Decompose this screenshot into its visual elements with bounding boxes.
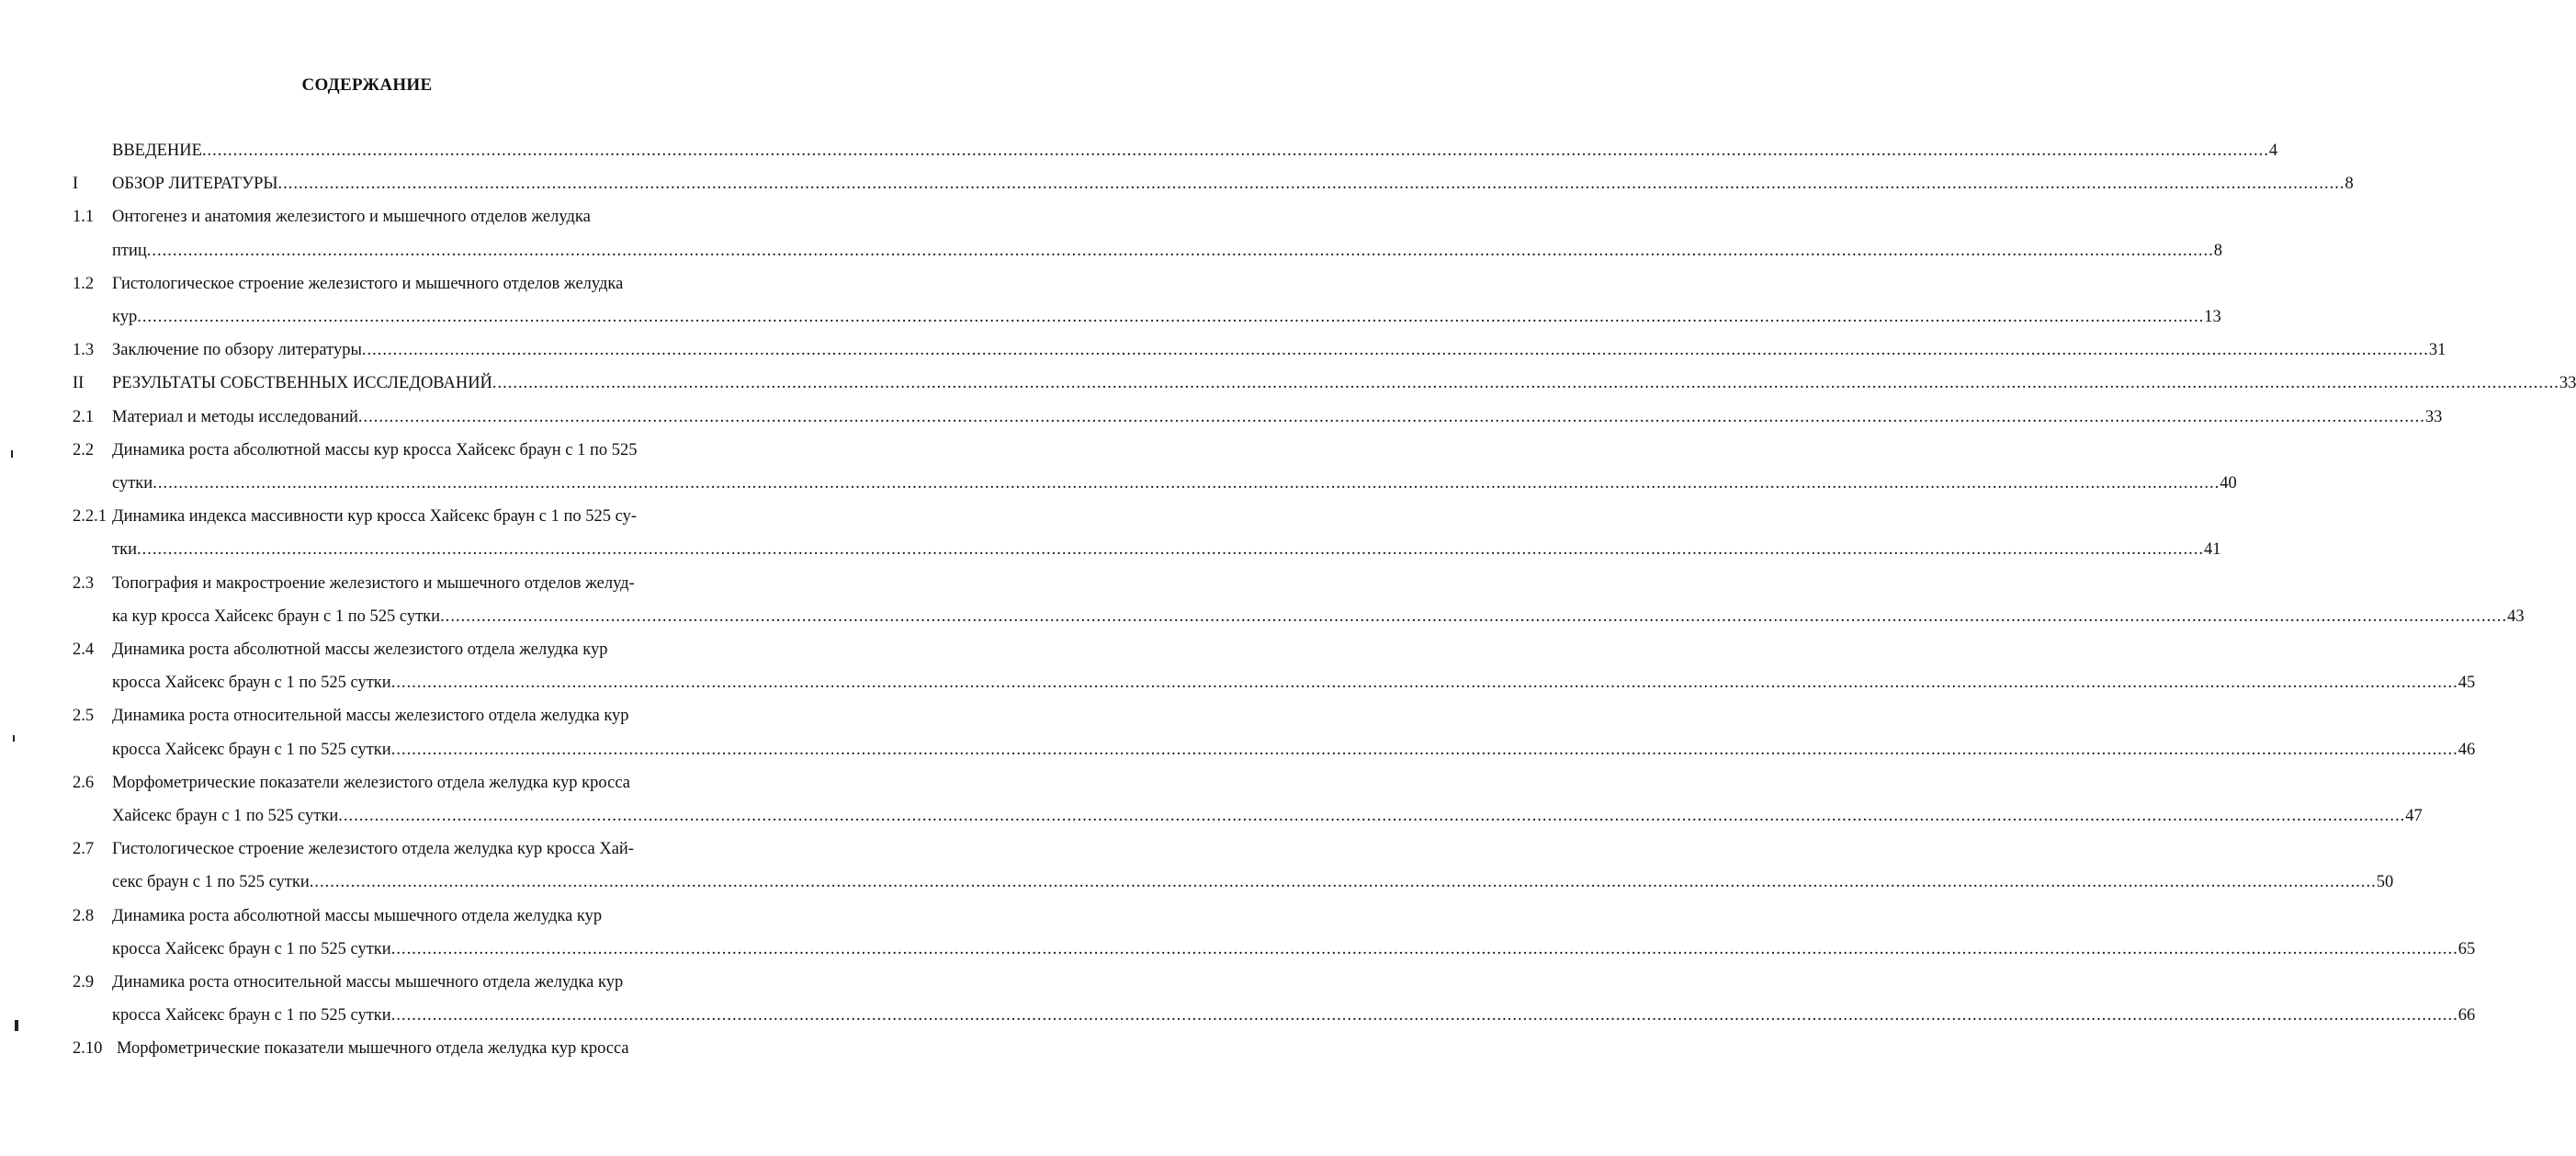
toc-page-number: 50 <box>2376 873 2394 891</box>
toc-entry-line <box>112 173 2354 195</box>
toc-page-number: 13 <box>2204 308 2221 326</box>
toc-entry-number: 2.1 <box>73 408 95 426</box>
dot-leader: ................................................................................................................................................................................................................................................................................................................................................................................................................ <box>390 940 2458 958</box>
toc-entry-number: 1.2 <box>73 275 95 293</box>
toc-entry-line <box>112 1004 2476 1026</box>
toc-entry-number: 1.3 <box>73 341 95 359</box>
toc-entry-line <box>112 938 2476 960</box>
toc-entry-number: I <box>73 175 79 193</box>
toc-entry-line <box>112 306 2221 328</box>
dot-leader: ................................................................................................................................................................................................................................................................................................................................................................................................................ <box>491 374 2559 392</box>
toc-entry-line <box>112 140 2278 162</box>
toc-entry-text: кросса Хайсекс браун с 1 по 525 сутки <box>112 674 391 692</box>
dot-leader: ................................................................................................................................................................................................................................................................................................................................................................................................................ <box>146 242 2214 260</box>
toc-entry-text: кур <box>112 308 138 326</box>
toc-entry-number: 2.2.1 <box>73 507 107 526</box>
dot-leader: ................................................................................................................................................................................................................................................................................................................................................................................................................ <box>390 674 2458 692</box>
toc-entry-number: II <box>73 374 85 392</box>
toc-entry-text: кросса Хайсекс браун с 1 по 525 сутки <box>112 741 391 759</box>
toc-entry-number: 1.1 <box>73 208 95 226</box>
toc-entry-line <box>112 739 2476 761</box>
toc-page-number: 8 <box>2213 242 2223 260</box>
toc-entry-text: Онтогенез и анатомия железистого и мышечного отделов желудка <box>112 208 591 226</box>
page-title: СОДЕРЖАНИЕ <box>301 75 433 95</box>
toc-page-number: 40 <box>2220 474 2237 493</box>
toc-entry-text: Динамика роста абсолютной массы железистого отдела желудка кур <box>112 640 608 659</box>
dot-leader: ................................................................................................................................................................................................................................................................................................................................................................................................................ <box>277 175 2345 193</box>
toc-entry-text: Морфометрические показатели железистого отдела желудка кур кросса <box>112 774 630 792</box>
toc-page-number: 45 <box>2457 674 2476 692</box>
toc-entry-line <box>112 606 2525 628</box>
toc-entry-text: Заключение по обзору литературы <box>112 341 362 359</box>
toc-entry-text: РЕЗУЛЬТАТЫ СОБСТВЕННЫХ ИССЛЕДОВАНИЙ <box>112 374 492 392</box>
dot-leader: ................................................................................................................................................................................................................................................................................................................................................................................................................ <box>361 341 2429 359</box>
toc-entry-text: Динамика роста абсолютной массы кур кросса Хайсекс браун с 1 по 525 <box>112 441 638 459</box>
toc-page-number: 4 <box>2268 142 2278 160</box>
toc-page-number: 41 <box>2203 540 2221 559</box>
dot-leader: ................................................................................................................................................................................................................................................................................................................................................................................................................ <box>357 408 2425 426</box>
toc-entry-text: кросса Хайсекс браун с 1 по 525 сутки <box>112 940 391 958</box>
toc-entry-text: птиц <box>112 242 147 260</box>
toc-entry-line <box>112 472 2237 494</box>
toc-entry-text: ка кур кросса Хайсекс браун с 1 по 525 сутки <box>112 607 441 626</box>
toc-entry-text: Динамика индекса массивности кур кросса Хайсекс браун с 1 по 525 су- <box>112 507 638 526</box>
toc-entry-number: 2.9 <box>73 973 95 992</box>
toc-entry-text: Материал и методы исследований <box>112 408 358 426</box>
toc-entry-number: 2.2 <box>73 441 95 459</box>
toc-entry-line <box>112 406 2443 428</box>
toc-page-number: 8 <box>2344 175 2354 193</box>
scan-mark <box>15 1020 18 1031</box>
toc-entry-line <box>112 672 2476 694</box>
dot-leader: ................................................................................................................................................................................................................................................................................................................................................................................................................ <box>390 1006 2458 1025</box>
toc-entry-line <box>112 372 2576 394</box>
toc-entry-text: Динамика роста абсолютной массы мышечного отдела желудка кур <box>112 907 603 925</box>
toc-entry-text: сутки <box>112 474 153 493</box>
toc-page-number: 33 <box>2559 374 2576 392</box>
dot-leader: ................................................................................................................................................................................................................................................................................................................................................................................................................ <box>390 741 2458 759</box>
toc-page-number: 46 <box>2457 741 2476 759</box>
toc-entry-number: 2.6 <box>73 774 95 792</box>
scan-mark <box>13 735 15 742</box>
toc-entry-text: Хайсекс браун с 1 по 525 сутки <box>112 807 339 825</box>
toc-entry-line <box>112 240 2223 262</box>
toc-entry-text: ВВЕДЕНИЕ <box>112 142 202 160</box>
toc-page-number: 65 <box>2457 940 2476 958</box>
toc-page-number: 33 <box>2424 408 2443 426</box>
toc-entry-text: тки <box>112 540 137 559</box>
toc-entry-number: 2.10 <box>73 1039 103 1058</box>
toc-page-number: 66 <box>2457 1006 2476 1025</box>
dot-leader: ................................................................................................................................................................................................................................................................................................................................................................................................................ <box>309 873 2377 891</box>
toc-entry-text: Гистологическое строение железистого отдела желудка кур кросса Хай- <box>112 840 634 858</box>
toc-entry-line <box>112 339 2446 361</box>
dot-leader: ................................................................................................................................................................................................................................................................................................................................................................................................................ <box>137 308 2205 326</box>
toc-entry-text: ОБЗОР ЛИТЕРАТУРЫ <box>112 175 278 193</box>
toc-entry-text: Динамика роста относительной массы железистого отдела желудка кур <box>112 707 629 725</box>
toc-entry-text: Гистологическое строение железистого и мышечного отделов желудка <box>112 275 624 293</box>
dot-leader: ................................................................................................................................................................................................................................................................................................................................................................................................................ <box>201 142 2269 160</box>
toc-entry-line <box>112 538 2221 561</box>
toc-entry-text: Топография и макростроение железистого и мышечного отделов желуд- <box>112 574 635 593</box>
dot-leader: ................................................................................................................................................................................................................................................................................................................................................................................................................ <box>153 474 2220 493</box>
toc-page-number: 47 <box>2405 807 2423 825</box>
dot-leader: ................................................................................................................................................................................................................................................................................................................................................................................................................ <box>440 607 2508 626</box>
toc-entry-line <box>112 805 2423 827</box>
toc-entry-number: 2.8 <box>73 907 95 925</box>
toc-page-number: 31 <box>2428 341 2446 359</box>
toc-entry-text: секс браун с 1 по 525 сутки <box>112 873 310 891</box>
toc-entry-line <box>112 871 2394 893</box>
toc-entry-text: Морфометрические показатели мышечного отдела желудка кур кросса <box>117 1039 629 1058</box>
toc-entry-number: 2.5 <box>73 707 95 725</box>
scan-mark <box>11 450 13 458</box>
toc-entry-number: 2.3 <box>73 574 95 593</box>
toc-entry-number: 2.4 <box>73 640 95 659</box>
dot-leader: ................................................................................................................................................................................................................................................................................................................................................................................................................ <box>136 540 2204 559</box>
toc-page-number: 43 <box>2507 607 2525 626</box>
toc-entry-text: кросса Хайсекс браун с 1 по 525 сутки <box>112 1006 391 1025</box>
dot-leader: ................................................................................................................................................................................................................................................................................................................................................................................................................ <box>338 807 2406 825</box>
toc-entry-text: Динамика роста относительной массы мышечного отдела желудка кур <box>112 973 624 992</box>
toc-entry-number: 2.7 <box>73 840 95 858</box>
